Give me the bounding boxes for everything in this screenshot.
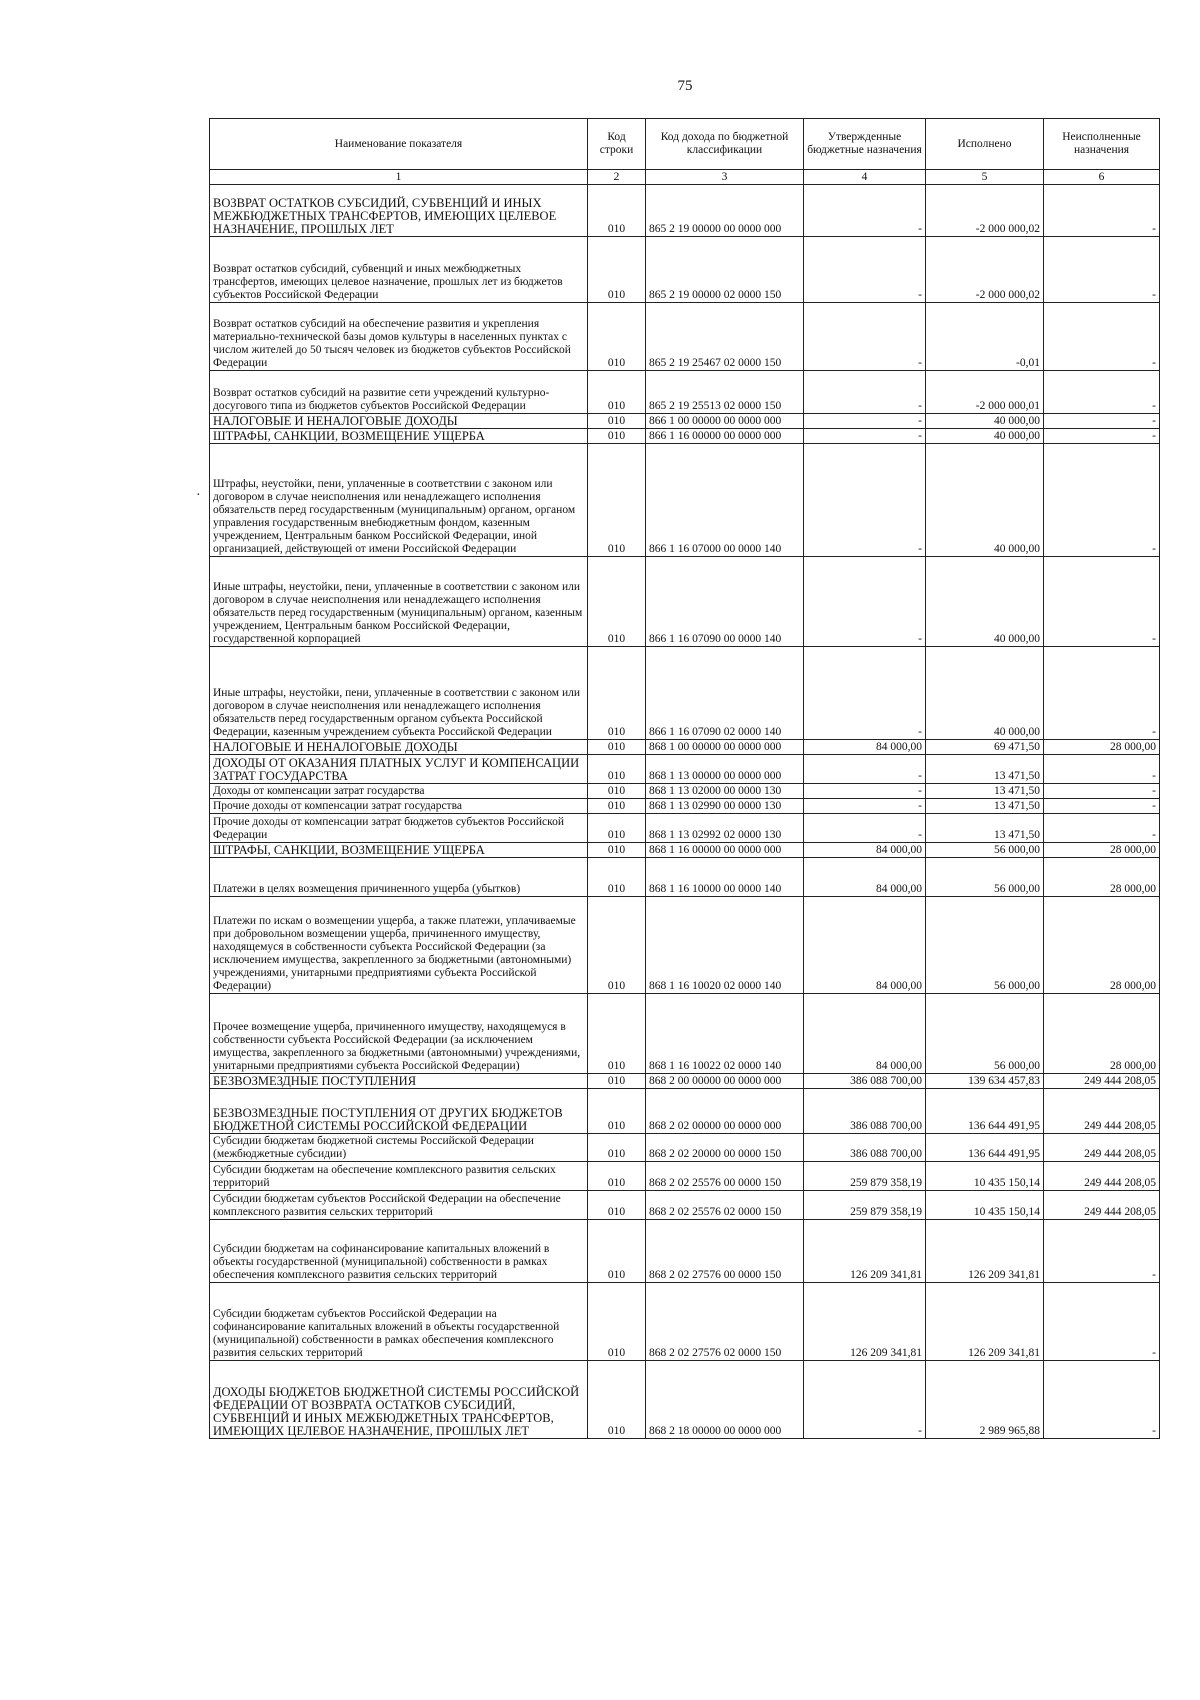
indicator-name-cell: Возврат остатков субсидий на обеспечение развития и укрепления материально-технической базы домов культуры в населенных пунктах с числом жителей до 50 тысяч человек из бюджетов субъектов Российской Федерации [210,303,588,371]
executed-amount-cell: 136 644 491,95 [926,1134,1044,1162]
income-code-cell: 868 1 13 02990 00 0000 130 [646,799,804,814]
income-code-cell: 868 2 02 27576 02 0000 150 [646,1283,804,1361]
column-number: 4 [804,170,926,185]
executed-amount-cell: 139 634 457,83 [926,1074,1044,1089]
executed-amount-cell: 40 000,00 [926,429,1044,444]
unexecuted-amount-cell: 249 444 208,05 [1044,1089,1160,1134]
approved-amount-cell: 386 088 700,00 [804,1074,926,1089]
indicator-name-cell: Возврат остатков субсидий, субвенций и иных межбюджетных трансфертов, имеющих целевое назначение, прошлых лет из бюджетов субъектов Российской Федерации [210,237,588,303]
indicator-name-cell: Субсидии бюджетам бюджетной системы Российской Федерации (межбюджетные субсидии) [210,1134,588,1162]
table-body [210,185,1160,1439]
income-code-cell: 865 2 19 25467 02 0000 150 [646,303,804,371]
indicator-name-cell: ШТРАФЫ, САНКЦИИ, ВОЗМЕЩЕНИЕ УЩЕРБА [210,843,588,858]
header-approved: Утвержденные бюджетные назначения [804,119,926,170]
approved-amount-cell: - [804,237,926,303]
indicator-name-cell: ШТРАФЫ, САНКЦИИ, ВОЗМЕЩЕНИЕ УЩЕРБА [210,429,588,444]
indicator-name-cell: Платежи по искам о возмещении ущерба, а также платежи, уплачиваемые при добровольном возмещении ущерба, причиненного имуществу, находящемуся в собственности субъекта Российской Федерации (за исключением имущества, закрепленного за бюджетными (автономными) учреждениями, унитарными предприятиями субъекта Российской Федерации) [210,897,588,994]
line-code-cell: 010 [588,557,646,647]
executed-amount-cell: 56 000,00 [926,994,1044,1074]
income-code-cell: 868 1 13 02000 00 0000 130 [646,784,804,799]
indicator-name-cell: ВОЗВРАТ ОСТАТКОВ СУБСИДИЙ, СУБВЕНЦИЙ И ИНЫХ МЕЖБЮДЖЕТНЫХ ТРАНСФЕРТОВ, ИМЕЮЩИХ ЦЕЛЕВОЕ НАЗНАЧЕНИЕ, ПРОШЛЫХ ЛЕТ [210,185,588,237]
table-row [210,1191,1160,1220]
approved-amount-cell: 386 088 700,00 [804,1089,926,1134]
table-row [210,303,1160,371]
executed-amount-cell: 40 000,00 [926,444,1044,557]
line-code-cell: 010 [588,237,646,303]
table-row [210,371,1160,414]
approved-amount-cell: 84 000,00 [804,897,926,994]
line-code-cell: 010 [588,429,646,444]
column-number: 3 [646,170,804,185]
income-code-cell: 868 2 02 25576 02 0000 150 [646,1191,804,1220]
header-indicator-name: Наименование показателя [210,119,588,170]
approved-amount-cell: - [804,755,926,784]
unexecuted-amount-cell: - [1044,371,1160,414]
income-code-cell: 865 2 19 00000 00 0000 000 [646,185,804,237]
income-code-cell: 865 2 19 25513 02 0000 150 [646,371,804,414]
column-number: 2 [588,170,646,185]
income-code-cell: 868 1 16 10020 02 0000 140 [646,897,804,994]
executed-amount-cell: 2 989 965,88 [926,1361,1044,1439]
line-code-cell: 010 [588,1162,646,1191]
executed-amount-cell: 13 471,50 [926,755,1044,784]
executed-amount-cell: -2 000 000,01 [926,371,1044,414]
table-row [210,1134,1160,1162]
approved-amount-cell: - [804,784,926,799]
unexecuted-amount-cell: 249 444 208,05 [1044,1074,1160,1089]
unexecuted-amount-cell: - [1044,647,1160,740]
indicator-name-cell: БЕЗВОЗМЕЗДНЫЕ ПОСТУПЛЕНИЯ [210,1074,588,1089]
table-row [210,784,1160,799]
header-unexecuted: Неисполненные назначения [1044,119,1160,170]
table-row [210,237,1160,303]
unexecuted-amount-cell: - [1044,1283,1160,1361]
table-row [210,1074,1160,1089]
executed-amount-cell: 136 644 491,95 [926,1089,1044,1134]
table-row [210,429,1160,444]
table-header-row [210,119,1160,170]
income-code-cell: 866 1 16 00000 00 0000 000 [646,429,804,444]
column-number: 1 [210,170,588,185]
line-code-cell: 010 [588,1191,646,1220]
table-row [210,897,1160,994]
unexecuted-amount-cell: 249 444 208,05 [1044,1134,1160,1162]
approved-amount-cell: - [804,303,926,371]
indicator-name-cell: Штрафы, неустойки, пени, уплаченные в соответствии с законом или договором в случае неисполнения или ненадлежащего исполнения обязательств перед государственным (муниципальным) органом, органом управления государственным внебюджетным фондом, казенным учреждением, Центральным банком Российской Федерации, иной организацией, действующей от имени Российской Федерации [210,444,588,557]
approved-amount-cell: 84 000,00 [804,843,926,858]
approved-amount-cell: 259 879 358,19 [804,1162,926,1191]
executed-amount-cell: 56 000,00 [926,897,1044,994]
table-row [210,843,1160,858]
approved-amount-cell: - [804,647,926,740]
approved-amount-cell: 259 879 358,19 [804,1191,926,1220]
line-code-cell: 010 [588,444,646,557]
executed-amount-cell: -2 000 000,02 [926,237,1044,303]
unexecuted-amount-cell: 28 000,00 [1044,858,1160,897]
table-row [210,858,1160,897]
line-code-cell: 010 [588,814,646,843]
income-code-cell: 868 1 16 10022 02 0000 140 [646,994,804,1074]
executed-amount-cell: -0,01 [926,303,1044,371]
line-code-cell: 010 [588,1134,646,1162]
header-line-code: Код строки [588,119,646,170]
approved-amount-cell: - [804,814,926,843]
unexecuted-amount-cell: 249 444 208,05 [1044,1162,1160,1191]
approved-amount-cell: - [804,444,926,557]
table-row [210,994,1160,1074]
line-code-cell: 010 [588,755,646,784]
executed-amount-cell: 13 471,50 [926,814,1044,843]
scan-mark: · [196,488,201,503]
table-row [210,1089,1160,1134]
executed-amount-cell: 126 209 341,81 [926,1220,1044,1283]
income-code-cell: 868 2 00 00000 00 0000 000 [646,1074,804,1089]
income-code-cell: 868 2 02 00000 00 0000 000 [646,1089,804,1134]
indicator-name-cell: Субсидии бюджетам на обеспечение комплексного развития сельских территорий [210,1162,588,1191]
executed-amount-cell: 56 000,00 [926,843,1044,858]
approved-amount-cell: - [804,557,926,647]
income-code-cell: 868 2 18 00000 00 0000 000 [646,1361,804,1439]
line-code-cell: 010 [588,858,646,897]
unexecuted-amount-cell: 28 000,00 [1044,740,1160,755]
executed-amount-cell: 40 000,00 [926,557,1044,647]
line-code-cell: 010 [588,371,646,414]
unexecuted-amount-cell: - [1044,1220,1160,1283]
indicator-name-cell: Прочие доходы от компенсации затрат бюджетов субъектов Российской Федерации [210,814,588,843]
approved-amount-cell: 386 088 700,00 [804,1134,926,1162]
table-row [210,755,1160,784]
table-row [210,740,1160,755]
unexecuted-amount-cell: - [1044,429,1160,444]
unexecuted-amount-cell: - [1044,237,1160,303]
line-code-cell: 010 [588,647,646,740]
approved-amount-cell: - [804,429,926,444]
income-code-cell: 868 2 02 27576 00 0000 150 [646,1220,804,1283]
table-row [210,799,1160,814]
unexecuted-amount-cell: - [1044,755,1160,784]
executed-amount-cell: 13 471,50 [926,799,1044,814]
line-code-cell: 010 [588,303,646,371]
table-row [210,814,1160,843]
income-code-cell: 868 2 02 25576 00 0000 150 [646,1162,804,1191]
approved-amount-cell: 126 209 341,81 [804,1220,926,1283]
executed-amount-cell: 126 209 341,81 [926,1283,1044,1361]
unexecuted-amount-cell: 249 444 208,05 [1044,1191,1160,1220]
budget-report-table [209,118,1160,1439]
table-row [210,1361,1160,1439]
header-income-code: Код дохода по бюджетной классификации [646,119,804,170]
unexecuted-amount-cell: - [1044,557,1160,647]
unexecuted-amount-cell: 28 000,00 [1044,843,1160,858]
unexecuted-amount-cell: - [1044,303,1160,371]
table-row [210,557,1160,647]
line-code-cell: 010 [588,1074,646,1089]
line-code-cell: 010 [588,414,646,429]
indicator-name-cell: Иные штрафы, неустойки, пени, уплаченные в соответствии с законом или договором в случае неисполнения или ненадлежащего исполнения обязательств перед государственным (муниципальным) органом, казенным учреждением, Центральным банком Российской Федерации, государственной корпорацией [210,557,588,647]
indicator-name-cell: Субсидии бюджетам на софинансирование капитальных вложений в объекты государственной (муниципальной) собственности в рамках обеспечения комплексного развития сельских территорий [210,1220,588,1283]
line-code-cell: 010 [588,784,646,799]
indicator-name-cell: БЕЗВОЗМЕЗДНЫЕ ПОСТУПЛЕНИЯ ОТ ДРУГИХ БЮДЖЕТОВ БЮДЖЕТНОЙ СИСТЕМЫ РОССИЙСКОЙ ФЕДЕРАЦИИ [210,1089,588,1134]
indicator-name-cell: ДОХОДЫ БЮДЖЕТОВ БЮДЖЕТНОЙ СИСТЕМЫ РОССИЙСКОЙ ФЕДЕРАЦИИ ОТ ВОЗВРАТА ОСТАТКОВ СУБСИДИЙ, СУБВЕНЦИЙ И ИНЫХ МЕЖБЮДЖЕТНЫХ ТРАНСФЕРТОВ, ИМЕЮЩИХ ЦЕЛЕВОЕ НАЗНАЧЕНИЕ, ПРОШЛЫХ ЛЕТ [210,1361,588,1439]
approved-amount-cell: - [804,799,926,814]
executed-amount-cell: 40 000,00 [926,647,1044,740]
table-row [210,444,1160,557]
table-row [210,1220,1160,1283]
indicator-name-cell: Иные штрафы, неустойки, пени, уплаченные в соответствии с законом или договором в случае неисполнения или ненадлежащего исполнения обязательств перед государственным органом субъекта Российской Федерации, казенным учреждением субъекта Российской Федерации [210,647,588,740]
approved-amount-cell: - [804,1361,926,1439]
executed-amount-cell: 10 435 150,14 [926,1162,1044,1191]
indicator-name-cell: НАЛОГОВЫЕ И НЕНАЛОГОВЫЕ ДОХОДЫ [210,740,588,755]
line-code-cell: 010 [588,740,646,755]
approved-amount-cell: 84 000,00 [804,994,926,1074]
line-code-cell: 010 [588,897,646,994]
approved-amount-cell: - [804,185,926,237]
indicator-name-cell: Прочие доходы от компенсации затрат государства [210,799,588,814]
unexecuted-amount-cell: 28 000,00 [1044,897,1160,994]
income-code-cell: 868 1 13 02992 02 0000 130 [646,814,804,843]
executed-amount-cell: 10 435 150,14 [926,1191,1044,1220]
income-code-cell: 868 1 00 00000 00 0000 000 [646,740,804,755]
unexecuted-amount-cell: - [1044,414,1160,429]
income-code-cell: 866 1 16 07090 00 0000 140 [646,557,804,647]
unexecuted-amount-cell: 28 000,00 [1044,994,1160,1074]
executed-amount-cell: 13 471,50 [926,784,1044,799]
executed-amount-cell: 69 471,50 [926,740,1044,755]
unexecuted-amount-cell: - [1044,1361,1160,1439]
page-number: 75 [677,78,693,94]
executed-amount-cell: -2 000 000,02 [926,185,1044,237]
unexecuted-amount-cell: - [1044,444,1160,557]
indicator-name-cell: Субсидии бюджетам субъектов Российской Федерации на софинансирование капитальных вложений в объекты государственной (муниципальной) собственности в рамках обеспечения комплексного развития сельских территорий [210,1283,588,1361]
income-code-cell: 866 1 00 00000 00 0000 000 [646,414,804,429]
column-numbers-row [210,170,1160,185]
line-code-cell: 010 [588,1089,646,1134]
unexecuted-amount-cell: - [1044,814,1160,843]
indicator-name-cell: Платежи в целях возмещения причиненного ущерба (убытков) [210,858,588,897]
approved-amount-cell: 126 209 341,81 [804,1283,926,1361]
income-code-cell: 868 1 16 00000 00 0000 000 [646,843,804,858]
column-number: 5 [926,170,1044,185]
table-row [210,1162,1160,1191]
indicator-name-cell: ДОХОДЫ ОТ ОКАЗАНИЯ ПЛАТНЫХ УСЛУГ И КОМПЕНСАЦИИ ЗАТРАТ ГОСУДАРСТВА [210,755,588,784]
indicator-name-cell: Доходы от компенсации затрат государства [210,784,588,799]
executed-amount-cell: 40 000,00 [926,414,1044,429]
unexecuted-amount-cell: - [1044,185,1160,237]
approved-amount-cell: - [804,371,926,414]
line-code-cell: 010 [588,843,646,858]
income-code-cell: 868 1 13 00000 00 0000 000 [646,755,804,784]
indicator-name-cell: Прочее возмещение ущерба, причиненного имуществу, находящемуся в собственности субъекта Российской Федерации (за исключением имущества, закрепленного за бюджетными (автономными) учреждениями, унитарными предприятиями субъекта Российской Федерации) [210,994,588,1074]
line-code-cell: 010 [588,185,646,237]
column-number: 6 [1044,170,1160,185]
income-code-cell: 866 1 16 07000 00 0000 140 [646,444,804,557]
unexecuted-amount-cell: - [1044,799,1160,814]
indicator-name-cell: Субсидии бюджетам субъектов Российской Федерации на обеспечение комплексного развития сельских территорий [210,1191,588,1220]
table-row [210,185,1160,237]
income-code-cell: 868 2 02 20000 00 0000 150 [646,1134,804,1162]
income-code-cell: 866 1 16 07090 02 0000 140 [646,647,804,740]
unexecuted-amount-cell: - [1044,784,1160,799]
line-code-cell: 010 [588,799,646,814]
line-code-cell: 010 [588,994,646,1074]
indicator-name-cell: Возврат остатков субсидий на развитие сети учреждений культурно-досугового типа из бюджетов субъектов Российской Федерации [210,371,588,414]
approved-amount-cell: - [804,414,926,429]
executed-amount-cell: 56 000,00 [926,858,1044,897]
header-executed: Исполнено [926,119,1044,170]
income-code-cell: 865 2 19 00000 02 0000 150 [646,237,804,303]
table-row [210,1283,1160,1361]
income-code-cell: 868 1 16 10000 00 0000 140 [646,858,804,897]
approved-amount-cell: 84 000,00 [804,858,926,897]
table-row [210,414,1160,429]
table-row [210,647,1160,740]
line-code-cell: 010 [588,1283,646,1361]
indicator-name-cell: НАЛОГОВЫЕ И НЕНАЛОГОВЫЕ ДОХОДЫ [210,414,588,429]
line-code-cell: 010 [588,1220,646,1283]
approved-amount-cell: 84 000,00 [804,740,926,755]
line-code-cell: 010 [588,1361,646,1439]
